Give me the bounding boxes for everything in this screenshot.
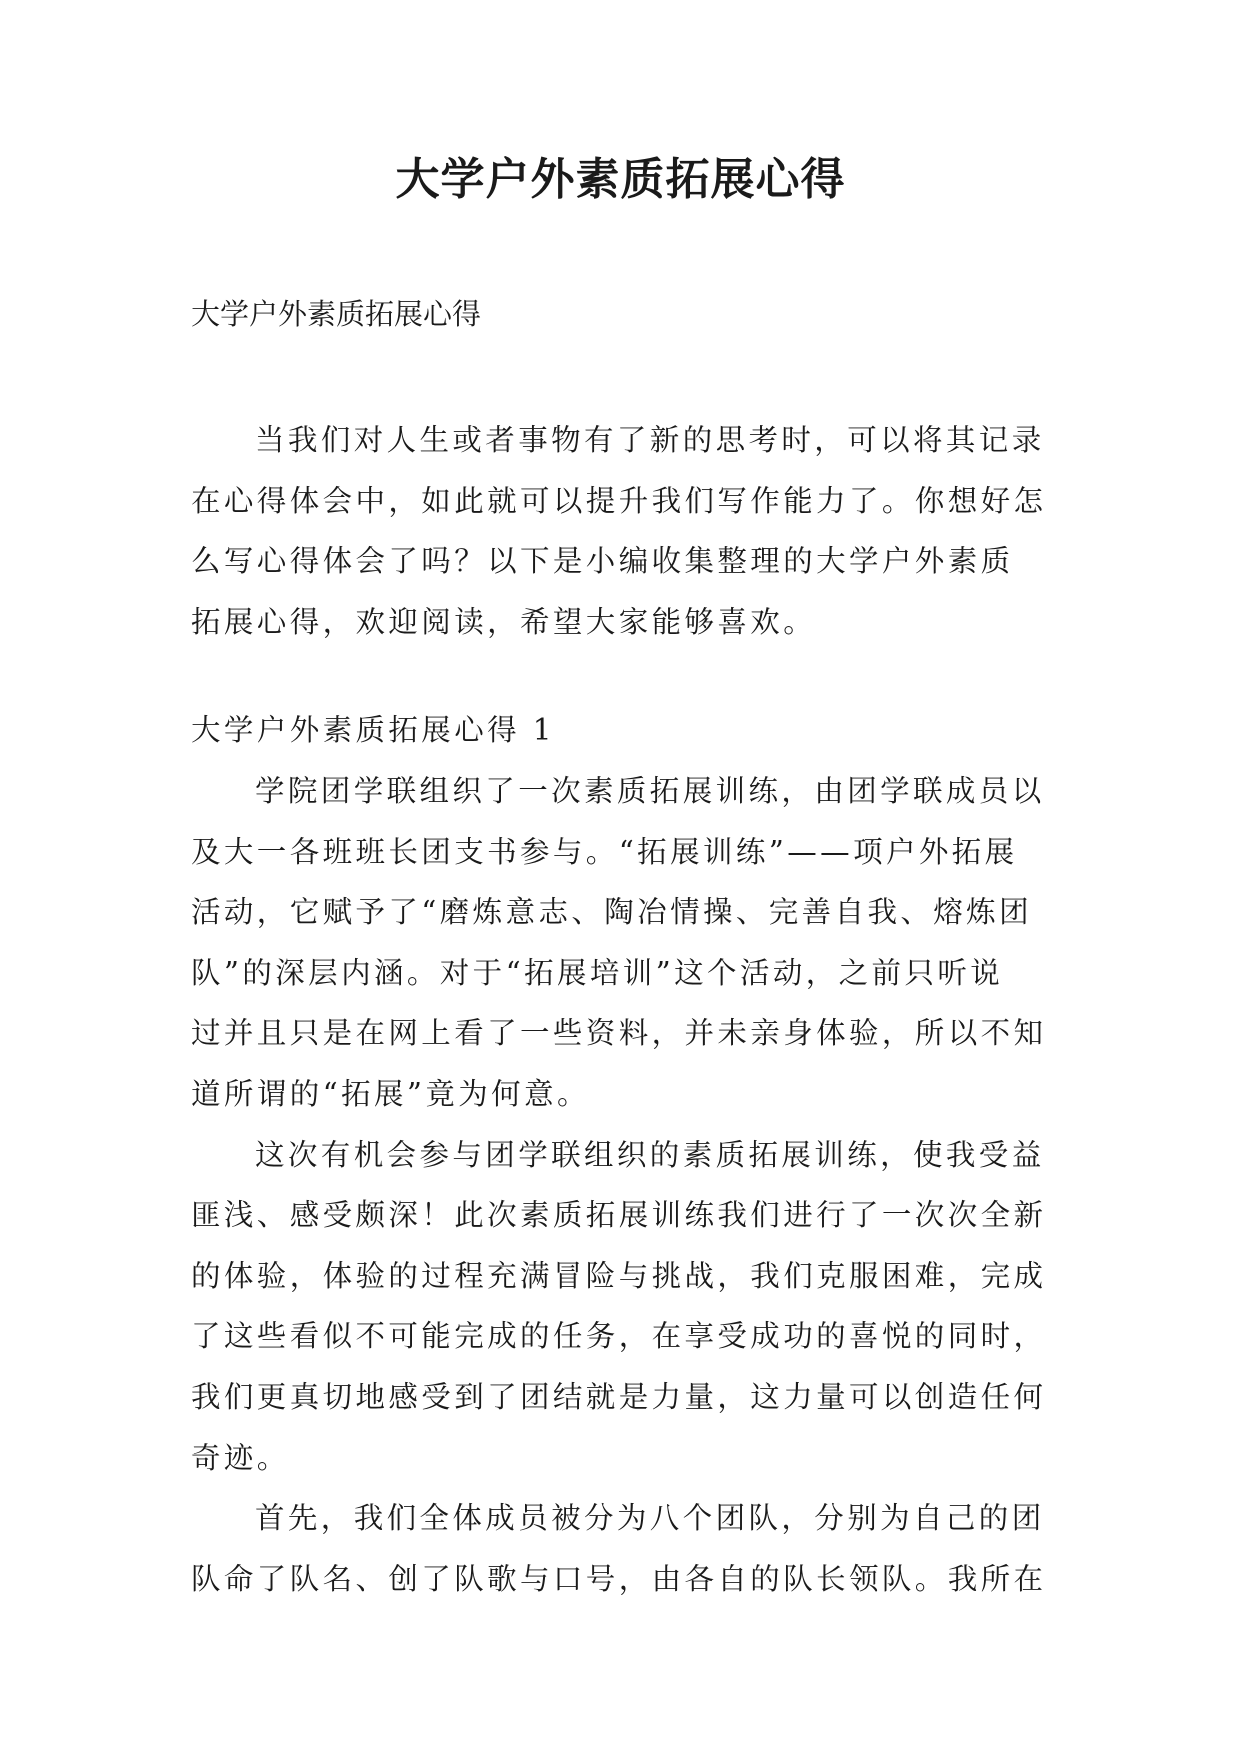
section-heading: 大学户外素质拓展心得 1	[191, 713, 555, 748]
document-subtitle: 大学户外素质拓展心得	[191, 297, 482, 331]
paragraph-line: 队”的深层内涵。对于“拓展培训”这个活动，之前只听说	[191, 955, 1004, 990]
document-title: 大学户外素质拓展心得	[395, 154, 846, 205]
paragraph-line: 过并且只是在网上看了一些资料，并未亲身体验，所以不知	[191, 1016, 1047, 1051]
paragraph-line: 奇迹。	[191, 1440, 290, 1475]
paragraph-line: 拓展心得，欢迎阅读，希望大家能够喜欢。	[191, 604, 817, 639]
paragraph-line: 了这些看似不可能完成的任务，在享受成功的喜悦的同时，	[191, 1319, 1047, 1354]
paragraph-line: 在心得体会中，如此就可以提升我们写作能力了。你想好怎	[191, 483, 1047, 518]
paragraph-line: 及大一各班班长团支书参与。“拓展训练”——项户外拓展	[191, 834, 1018, 869]
intro-paragraph	[191, 410, 1071, 652]
paragraph-line: 队命了队名、创了队歌与口号，由各自的队长领队。我所在	[191, 1561, 1047, 1596]
document-body	[191, 283, 1071, 1609]
body-paragraph-2	[191, 1125, 1071, 1489]
paragraph-line: 么写心得体会了吗？以下是小编收集整理的大学户外素质	[191, 544, 1014, 579]
paragraph-line: 当我们对人生或者事物有了新的思考时，可以将其记录	[255, 423, 1045, 457]
body-paragraph-3	[191, 1488, 1071, 1609]
section-heading-block	[191, 700, 1071, 761]
paragraph-line: 的体验，体验的过程充满冒险与挑战，我们克服困难，完成	[191, 1258, 1047, 1293]
spacer	[191, 652, 1071, 700]
paragraph-line: 这次有机会参与团学联组织的素质拓展训练，使我受益	[255, 1137, 1045, 1172]
body-paragraph-1	[191, 761, 1071, 1125]
paragraph-line: 活动，它赋予了“磨炼意志、陶冶情操、完善自我、熔炼团	[191, 895, 1032, 930]
paragraph-line: 首先，我们全体成员被分为八个团队，分别为自己的团	[255, 1501, 1045, 1536]
paragraph-line: 学院团学联组织了一次素质拓展训练，由团学联成员以	[255, 773, 1045, 808]
paragraph-line: 匪浅、感受颇深！此次素质拓展训练我们进行了一次次全新	[191, 1198, 1047, 1233]
paragraph-line: 道所谓的“拓展”竟为何意。	[191, 1076, 590, 1111]
paragraph-line: 我们更真切地感受到了团结就是力量，这力量可以创造任何	[191, 1379, 1047, 1414]
spacer	[191, 345, 1071, 410]
